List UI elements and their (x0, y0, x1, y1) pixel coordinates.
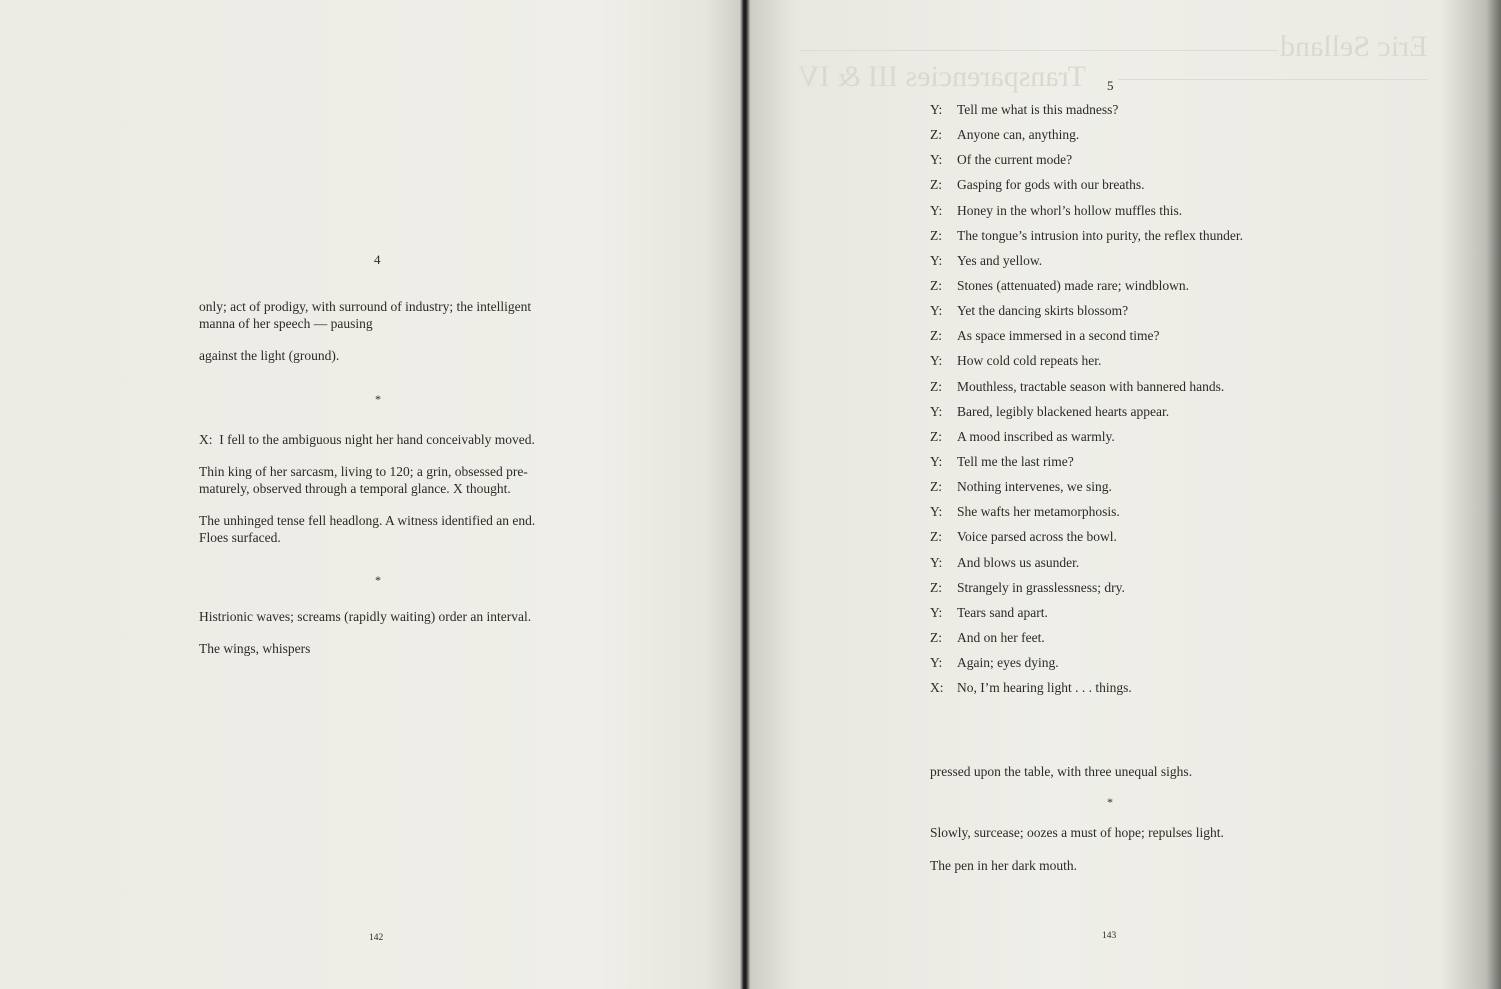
dialogue-text: Of the current mode? (957, 152, 1073, 168)
dialogue-line (930, 378, 1243, 403)
paragraph: Slowly, surcease; oozes a must of hope; repulses light. (930, 825, 1224, 840)
speaker-label: Y: (930, 554, 943, 570)
dialogue-line (930, 277, 1243, 302)
dialogue-line (930, 352, 1243, 377)
dialogue-line (930, 227, 1243, 252)
speaker-label: Y: (930, 102, 943, 117)
paragraph: The wings, whispers (199, 641, 311, 656)
dialogue-text: Tell me the last rime? (957, 453, 1074, 469)
dialogue-line (930, 101, 1243, 126)
dialogue-text: And on her feet. (957, 629, 1045, 645)
show-through-title: Transparencies III & IV (798, 60, 1086, 93)
paragraph: Thin king of her sarcasm, living to 120; a grin, obsessed pre- maturely, observed through a temporal glance. X thought. (199, 464, 528, 496)
speaker-label: Z: (930, 378, 942, 394)
dialogue-line (930, 478, 1243, 503)
dialogue-text: And blows us asunder. (957, 554, 1080, 570)
dialogue-line (930, 579, 1243, 604)
dialogue-text: As space immersed in a second time? (957, 328, 1160, 344)
dialogue-line (930, 453, 1243, 478)
dialogue-text: Mouthless, tractable season with bannered hands. (957, 378, 1225, 394)
dialogue-line (930, 654, 1243, 679)
dialogue-text: How cold cold repeats her. (957, 353, 1102, 369)
speaker-label: Y: (930, 202, 943, 218)
speaker-label: Z: (930, 227, 942, 243)
speaker-label: Y: (930, 655, 943, 671)
separator-asterisk: * (375, 392, 381, 406)
speaker-label: Y: (930, 453, 943, 469)
dialogue-text: Tears sand apart. (957, 604, 1048, 620)
dialogue-text: Anyone can, anything. (957, 127, 1080, 143)
dialogue-line (930, 629, 1243, 654)
speaker-label: Z: (930, 127, 942, 143)
dialogue-text: Yes and yellow. (957, 252, 1043, 268)
speaker-label: Y: (930, 353, 943, 369)
speaker-label: X: (930, 680, 944, 696)
dialogue-text: A mood inscribed as warmly. (957, 428, 1115, 444)
speaker-label: Z: (930, 328, 942, 344)
dialogue-text: The tongue’s intrusion into purity, the reflex thunder. (957, 227, 1243, 243)
dialogue-line (930, 554, 1243, 579)
speaker-label: Z: (930, 529, 942, 545)
speaker-label: Y: (930, 303, 943, 319)
dialogue-text: She wafts her metamorphosis. (957, 504, 1120, 520)
show-through-author: Eric Selland (1279, 30, 1427, 63)
dialogue-text: Nothing intervenes, we sing. (957, 479, 1112, 495)
page-number: 143 (1102, 931, 1117, 941)
dialogue-text: Bared, legibly blackened hearts appear. (957, 403, 1170, 419)
dialogue-text: Gasping for gods with our breaths. (957, 177, 1145, 193)
dialogue-text: No, I’m hearing light . . . things. (957, 680, 1132, 696)
paragraph: The unhinged tense fell headlong. A witness identified an end. Floes surfaced. (199, 513, 536, 545)
speaker-label: Y: (930, 403, 943, 419)
speaker-label: Z: (930, 579, 942, 595)
speaker-label: Y: (930, 504, 943, 520)
speaker-label: Z: (930, 277, 942, 293)
show-through-rule (1118, 79, 1428, 80)
dialogue-line (930, 604, 1243, 629)
dialogue-line (930, 302, 1243, 327)
dialogue-text: Strangely in grasslessness; dry. (957, 579, 1125, 595)
dialogue-text: Again; eyes dying. (957, 655, 1059, 671)
dialogue-line (930, 151, 1243, 176)
dialogue (930, 101, 1243, 704)
paragraph: X: I fell to the ambiguous night her hand conceivably moved. (199, 432, 535, 447)
speaker-label: Z: (930, 177, 942, 193)
separator-asterisk: * (375, 573, 381, 587)
dialogue-line (930, 428, 1243, 453)
show-through-rule (800, 50, 1278, 51)
section-number: 4 (374, 252, 381, 267)
paragraph: against the light (ground). (199, 348, 340, 363)
paragraph: only; act of prodigy, with surround of industry; the intelligent manna of her speech — pausing (199, 299, 532, 331)
separator-asterisk: * (1107, 795, 1113, 809)
left-page (0, 0, 738, 989)
speaker-label: Y: (930, 252, 943, 268)
dialogue-line (930, 202, 1243, 227)
dialogue-line (930, 176, 1243, 201)
speaker-label: Y: (930, 152, 943, 168)
speaker-label: Y: (930, 604, 943, 620)
dialogue-line (930, 327, 1243, 352)
page-number: 142 (369, 933, 384, 943)
dialogue-line (930, 252, 1243, 277)
section-number: 5 (1107, 78, 1114, 93)
dialogue-line (930, 528, 1243, 553)
dialogue-text: Stones (attenuated) made rare; windblown. (957, 277, 1190, 293)
dialogue-text: Honey in the whorl’s hollow muffles this. (957, 202, 1183, 218)
dialogue-text: Yet the dancing skirts blossom? (957, 303, 1129, 319)
paragraph: pressed upon the table, with three unequal sighs. (930, 764, 1193, 779)
speaker-label: Z: (930, 428, 942, 444)
paragraph: Histrionic waves; screams (rapidly waiting) order an interval. (199, 609, 532, 624)
dialogue-line (930, 503, 1243, 528)
dialogue-line (930, 679, 1243, 704)
paragraph: The pen in her dark mouth. (930, 858, 1077, 873)
dialogue-text: Voice parsed across the bowl. (957, 529, 1117, 545)
speaker-label: Z: (930, 479, 942, 495)
dialogue-text: Tell me what is this madness? (957, 102, 1119, 117)
right-page (748, 0, 1501, 989)
dialogue-line (930, 126, 1243, 151)
speaker-label: Z: (930, 629, 942, 645)
dialogue-line (930, 403, 1243, 428)
